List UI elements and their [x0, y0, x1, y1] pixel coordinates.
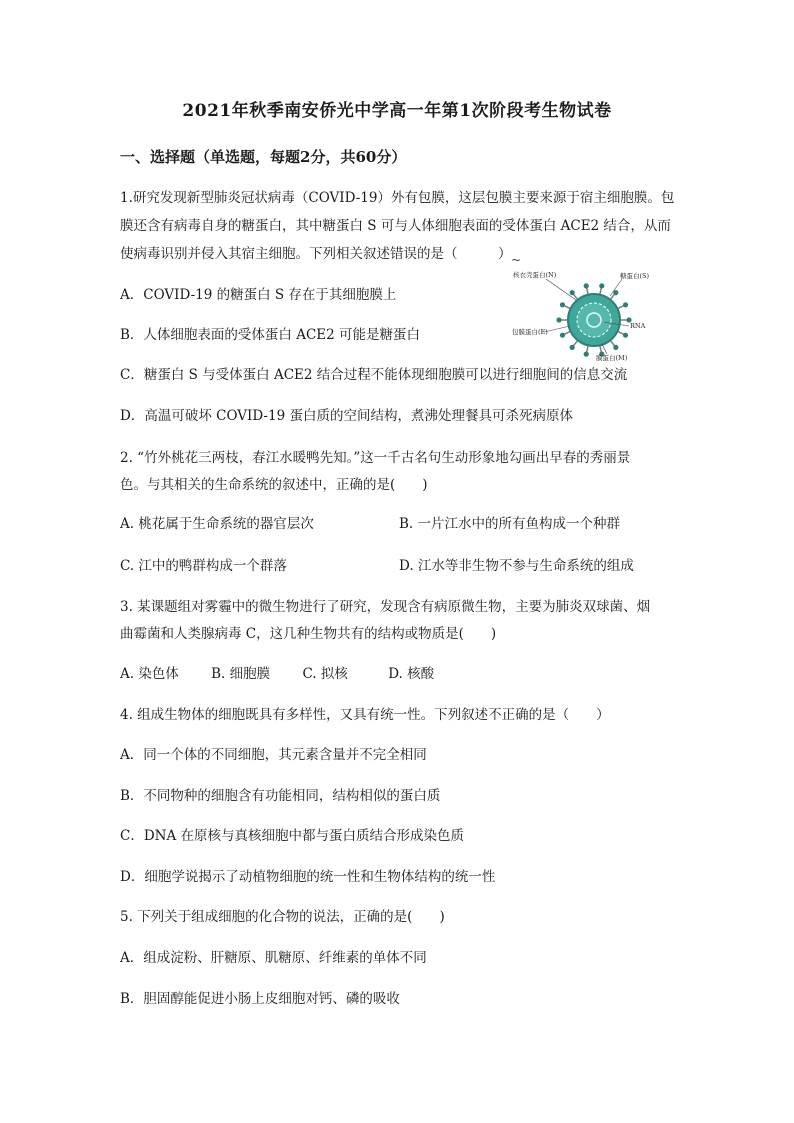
q2-option-d: D. 江水等非生物不参与生命系统的组成 — [399, 558, 634, 574]
leader-e — [544, 326, 570, 332]
q2-option-a: A. 桃花属于生命系统的器官层次 — [120, 516, 314, 532]
label-envelope-protein: 包膜蛋白(E) — [512, 328, 548, 336]
q1-option-c: C．糖蛋白 S 与受体蛋白 ACE2 结合过程不能体现细胞膜可以进行细胞间的信息交流 — [120, 367, 628, 383]
q2-stem-line-2: 色。与其相关的生命系统的叙述中，正确的是( ) — [120, 477, 428, 493]
spike-head — [584, 352, 589, 357]
q1-option-b: B．人体细胞表面的受体蛋白 ACE2 可能是糖蛋白 — [120, 327, 421, 343]
spike-head — [599, 283, 604, 288]
q3-options-row — [120, 664, 462, 684]
spike-head — [613, 345, 618, 350]
label-membrane-protein: 膜蛋白(M) — [596, 354, 628, 362]
spike-head — [560, 302, 565, 307]
q2-option-c: C. 江中的鸭群构成一个群落 — [120, 558, 287, 574]
spike-head — [570, 290, 575, 295]
q1-stem-line-1: 1.研究发现新型肺炎冠状病毒（COVID-19）外有包膜，这层包膜主要来源于宿主细胞膜。包 — [120, 190, 675, 206]
q4-option-d: D．细胞学说揭示了动植物细胞的统一性和生物体结构的统一性 — [120, 869, 496, 885]
q4-stem-line-1: 4. 组成生物体的细胞既具有多样性，又具有统一性。下列叙述不正确的是（ ） — [120, 707, 610, 723]
q1-stem-line-2: 膜还含有病毒自身的糖蛋白，其中糖蛋白 S 可与人体细胞表面的受体蛋白 ACE2 结合，从而 — [120, 218, 671, 234]
q3-stem-line-1: 3. 某课题组对雾霾中的微生物进行了研究，发现含有病原微生物，主要为肺炎双球菌、烟 — [120, 599, 651, 615]
handwritten-mark: ~ — [511, 253, 522, 267]
q5-stem-line-1: 5. 下列关于组成细胞的化合物的说法，正确的是( ) — [120, 909, 445, 925]
q1-stem-line-3: 使病毒识别并侵入其宿主细胞。下列相关叙述错误的是（ ） — [120, 246, 512, 262]
section-heading: 一、选择题（单选题，每题2分，共60分） — [120, 148, 407, 166]
q1-option-a: A．COVID-19 的糖蛋白 S 存在于其细胞膜上 — [120, 287, 397, 303]
virus-core — [577, 303, 611, 337]
q4-option-c: C．DNA 在原核与真核细胞中都与蛋白质结合形成染色质 — [120, 828, 465, 844]
q3-stem-line-2: 曲霉菌和人类腺病毒 C，这几种生物共有的结构或物质是( ) — [120, 626, 497, 642]
spike-head — [584, 283, 589, 288]
q3-option-c: C. 拟核 — [302, 666, 348, 682]
q1-option-d: D．高温可破坏 COVID-19 蛋白质的空间结构，煮沸处理餐具可杀死病原体 — [120, 408, 573, 424]
q2-option-b: B. 一片江水中的所有鱼构成一个种群 — [399, 516, 621, 532]
coronavirus-diagram — [512, 268, 660, 364]
spike-head — [560, 333, 565, 338]
q5-option-b: B．胆固醇能促进小肠上皮细胞对钙、磷的吸收 — [120, 991, 400, 1007]
q3-option-b: B. 细胞膜 — [211, 666, 271, 682]
exam-title: 2021年秋季南安侨光中学高一年第1次阶段考生物试卷 — [182, 101, 612, 121]
q2-stem-line-1: 2. “竹外桃花三两枝，春江水暖鸭先知。”这一千古名句生动形象地勾画出早春的秀丽景 — [120, 450, 631, 466]
spike-head — [623, 333, 628, 338]
leader-n — [546, 279, 576, 300]
q5-option-a: A．组成淀粉、肝糖原、肌糖原、纤维素的单体不同 — [120, 950, 427, 966]
label-rna: RNA — [630, 322, 646, 330]
q3-option-a: A. 染色体 — [120, 666, 179, 682]
q4-option-b: B．不同物种的细胞含有功能相同，结构相似的蛋白质 — [120, 788, 441, 804]
label-nucleocapsid: 核衣壳蛋白(N) — [513, 271, 557, 279]
q4-option-a: A．同一个体的不同细胞，其元素含量并不完全相同 — [120, 747, 427, 763]
spike-head — [556, 317, 561, 322]
q3-option-d: D. 核酸 — [388, 666, 435, 682]
label-spike-glycoprotein: 糖蛋白(S) — [620, 272, 650, 280]
spike-head — [623, 302, 628, 307]
spike-head — [570, 345, 575, 350]
